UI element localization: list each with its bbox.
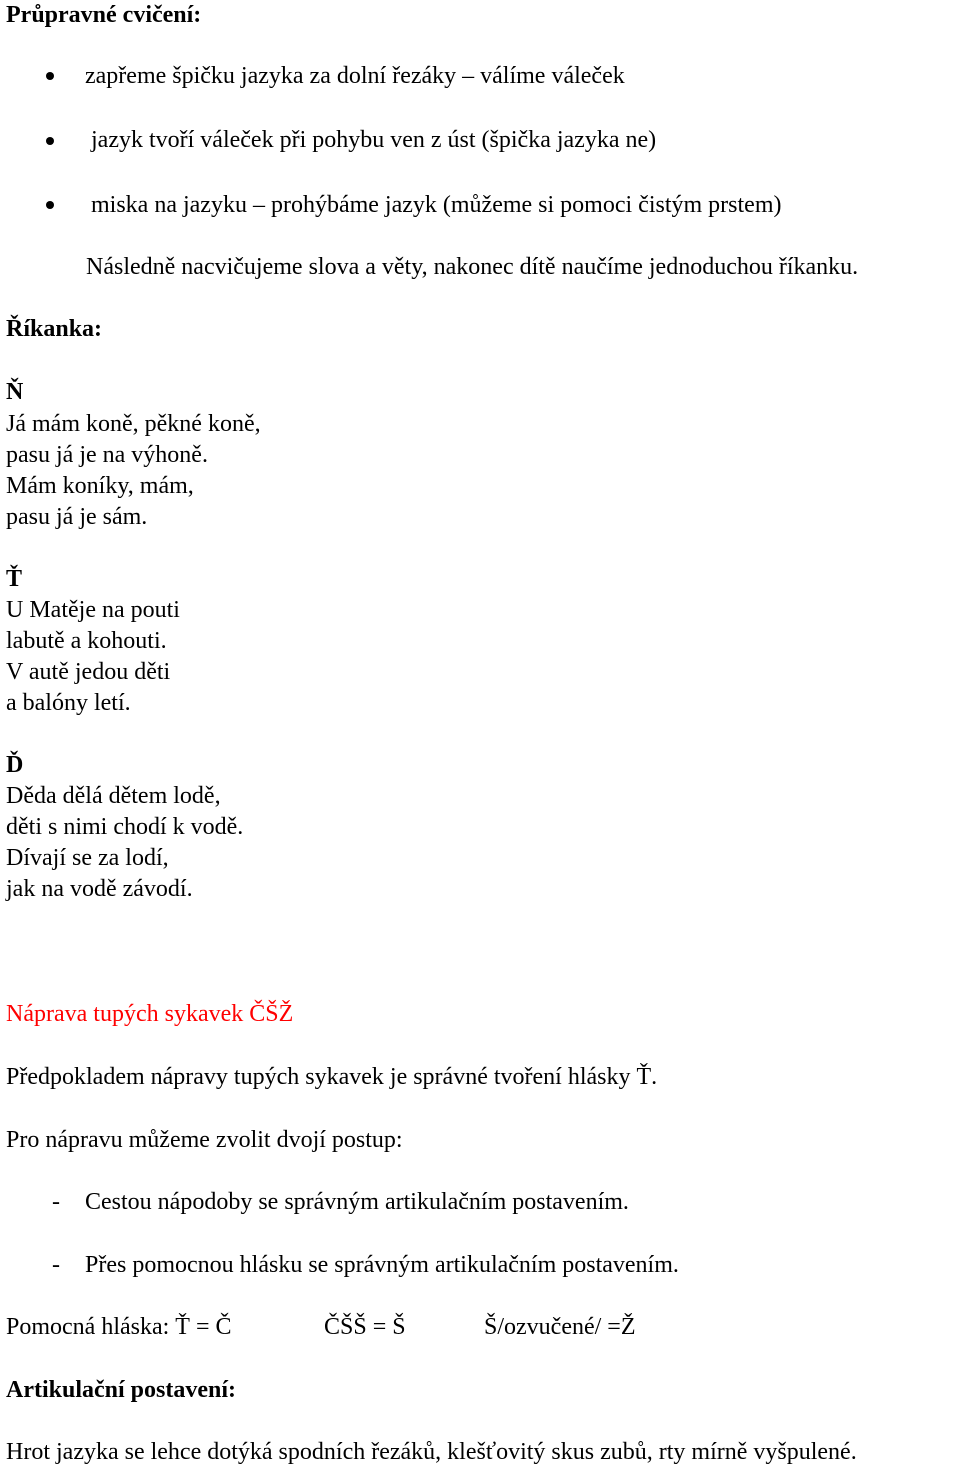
rhyme-letter-n: Ň: [6, 379, 24, 405]
followup-text: Následně nacvičujeme slova a věty, nakonec dítě naučíme jednoduchou říkanku.: [86, 254, 859, 280]
rhyme-line: Děda dělá dětem lodě,: [6, 783, 221, 809]
rhyme-line: jak na vodě závodí.: [6, 876, 193, 902]
section-title: Náprava tupých sykavek ČŠŽ: [6, 1001, 294, 1027]
rhyme-letter-t: Ť: [6, 566, 23, 592]
dash-item-1: Cestou nápodoby se správným artikulačním postavením.: [85, 1189, 629, 1215]
helper-sound-label: Pomocná hláska: Ť = Č: [6, 1314, 232, 1340]
heading-articulation: Artikulační postavení:: [6, 1377, 237, 1403]
rhyme-letter-d: Ď: [6, 752, 24, 778]
bullet-item-1: zapřeme špičku jazyka za dolní řezáky – válíme váleček: [85, 63, 625, 89]
helper-sound-part2: ČŠŠ = Š: [324, 1314, 406, 1340]
rhyme-line: labutě a kohouti.: [6, 628, 167, 654]
rhyme-line: Mám koníky, mám,: [6, 473, 194, 499]
rhyme-line: Dívají se za lodí,: [6, 845, 169, 871]
rhyme-line: a balóny letí.: [6, 690, 131, 716]
bullet-item-3: miska na jazyku – prohýbáme jazyk (můžeme si pomoci čistým prstem): [91, 192, 782, 218]
rhyme-line: V autě jedou děti: [6, 659, 171, 685]
paragraph-approach: Pro nápravu můžeme zvolit dvojí postup:: [6, 1127, 403, 1153]
bullet-marker: [46, 72, 54, 80]
rhyme-line: Já mám koně, pěkné koně,: [6, 411, 261, 437]
heading-rhyme: Říkanka:: [6, 316, 103, 342]
dash-marker: -: [52, 1189, 60, 1215]
dash-item-2: Přes pomocnou hlásku se správným artikulačním postavením.: [85, 1252, 679, 1278]
dash-marker: -: [52, 1252, 60, 1278]
rhyme-line: pasu já je sám.: [6, 504, 148, 530]
rhyme-line: pasu já je na výhoně.: [6, 442, 208, 468]
rhyme-line: U Matěje na pouti: [6, 597, 180, 623]
rhyme-line: děti s nimi chodí k vodě.: [6, 814, 244, 840]
articulation-text: Hrot jazyka se lehce dotýká spodních řezáků, klešťovitý skus zubů, rty mírně vyšpulené.: [6, 1439, 857, 1465]
heading-exercise: Průpravné cvičení:: [6, 2, 202, 28]
bullet-marker: [46, 201, 54, 209]
bullet-item-2: jazyk tvoří váleček při pohybu ven z úst (špička jazyka ne): [91, 127, 657, 153]
bullet-marker: [46, 137, 54, 145]
paragraph-prerequisite: Předpokladem nápravy tupých sykavek je správné tvoření hlásky Ť.: [6, 1064, 658, 1090]
helper-sound-part3: Š/ozvučené/ =Ž: [484, 1314, 636, 1340]
